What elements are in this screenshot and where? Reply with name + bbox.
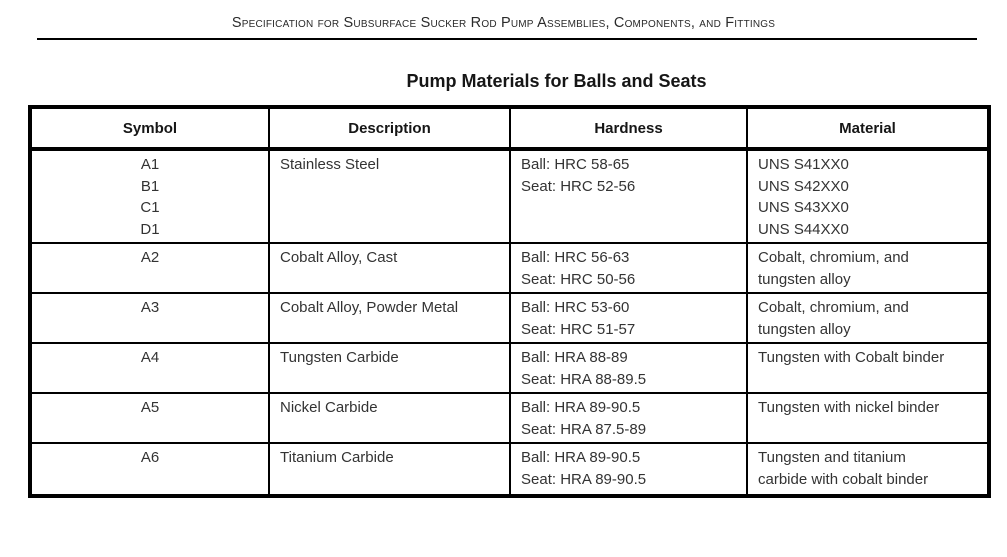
symbol-cell (30, 393, 269, 443)
description-cell (269, 443, 510, 496)
table-row (30, 393, 989, 443)
hardness-seat-line: Seat: HRA 89-90.5 (521, 470, 647, 488)
material-line: UNS S44XX0 (758, 220, 849, 238)
hardness-ball-line: Ball: HRC 53-60 (521, 299, 630, 316)
table-row (30, 243, 989, 293)
material-line: tungsten alloy (758, 270, 851, 288)
hardness-seat-line: Seat: HRC 50-56 (521, 270, 636, 288)
symbol-cell (30, 443, 269, 496)
table-row (30, 293, 989, 343)
hardness-cell (510, 243, 747, 293)
symbol-line: D1 (140, 220, 160, 238)
symbol-line: A5 (140, 399, 160, 416)
material-line: Cobalt, chromium, and (758, 249, 909, 266)
material-line: Cobalt, chromium, and (758, 299, 909, 316)
description-cell (269, 149, 510, 243)
hardness-ball-line: Ball: HRA 88-89 (521, 349, 628, 366)
column-header-hardness: Hardness (510, 107, 747, 149)
description-text: Nickel Carbide (280, 399, 378, 416)
symbol-line: B1 (140, 177, 160, 195)
hardness-cell (510, 343, 747, 393)
description-text: Titanium Carbide (280, 449, 394, 466)
description-text: Stainless Steel (280, 156, 380, 173)
table-row (30, 443, 989, 496)
symbol-cell (30, 243, 269, 293)
symbol-line: C1 (140, 199, 160, 216)
description-cell (269, 243, 510, 293)
symbol-line: A6 (140, 449, 160, 466)
symbol-line: A3 (140, 299, 160, 316)
material-line: tungsten alloy (758, 320, 851, 338)
material-line: UNS S41XX0 (758, 156, 849, 173)
hardness-ball-line: Ball: HRC 58-65 (521, 156, 630, 173)
description-cell (269, 343, 510, 393)
description-cell (269, 293, 510, 343)
material-cell (747, 393, 989, 443)
column-header-description: Description (269, 107, 510, 149)
symbol-cell (30, 149, 269, 243)
hardness-ball-line: Ball: HRC 56-63 (521, 249, 630, 266)
hardness-cell (510, 149, 747, 243)
header-divider-rule (37, 38, 977, 40)
material-cell (747, 443, 989, 496)
table-row (30, 149, 989, 243)
hardness-ball-line: Ball: HRA 89-90.5 (521, 449, 641, 466)
material-cell (747, 243, 989, 293)
symbol-cell (30, 343, 269, 393)
document-header-title: Specification for Subsurface Sucker Rod Pump Assemblies, Components, and Fittings (231, 15, 776, 31)
material-line: UNS S42XX0 (758, 177, 849, 195)
material-line: UNS S43XX0 (758, 199, 849, 216)
hardness-ball-line: Ball: HRA 89-90.5 (521, 399, 641, 416)
pump-materials-table (28, 105, 991, 498)
symbol-line: A4 (140, 349, 160, 366)
description-cell (269, 393, 510, 443)
hardness-seat-line: Seat: HRA 88-89.5 (521, 370, 647, 388)
column-header-material: Material (747, 107, 989, 149)
description-text: Cobalt Alloy, Powder Metal (280, 299, 459, 316)
material-line: Tungsten with Cobalt binder (758, 349, 945, 366)
material-line: carbide with cobalt binder (758, 470, 929, 488)
material-cell (747, 293, 989, 343)
symbol-line: A2 (140, 249, 160, 266)
hardness-cell (510, 293, 747, 343)
table-header-row (30, 107, 989, 149)
material-cell (747, 149, 989, 243)
material-line: Tungsten with nickel binder (758, 399, 940, 416)
hardness-cell (510, 443, 747, 496)
column-header-symbol: Symbol (30, 107, 269, 149)
hardness-seat-line: Seat: HRA 87.5-89 (521, 420, 647, 438)
symbol-cell (30, 293, 269, 343)
description-text: Tungsten Carbide (280, 349, 399, 366)
symbol-line: A1 (140, 156, 160, 173)
description-text: Cobalt Alloy, Cast (280, 249, 398, 266)
table-row (30, 343, 989, 393)
table-title: Pump Materials for Balls and Seats (406, 71, 707, 91)
hardness-cell (510, 393, 747, 443)
hardness-seat-line: Seat: HRC 52-56 (521, 177, 636, 195)
hardness-seat-line: Seat: HRC 51-57 (521, 320, 636, 338)
material-cell (747, 343, 989, 393)
material-line: Tungsten and titanium (758, 449, 906, 466)
